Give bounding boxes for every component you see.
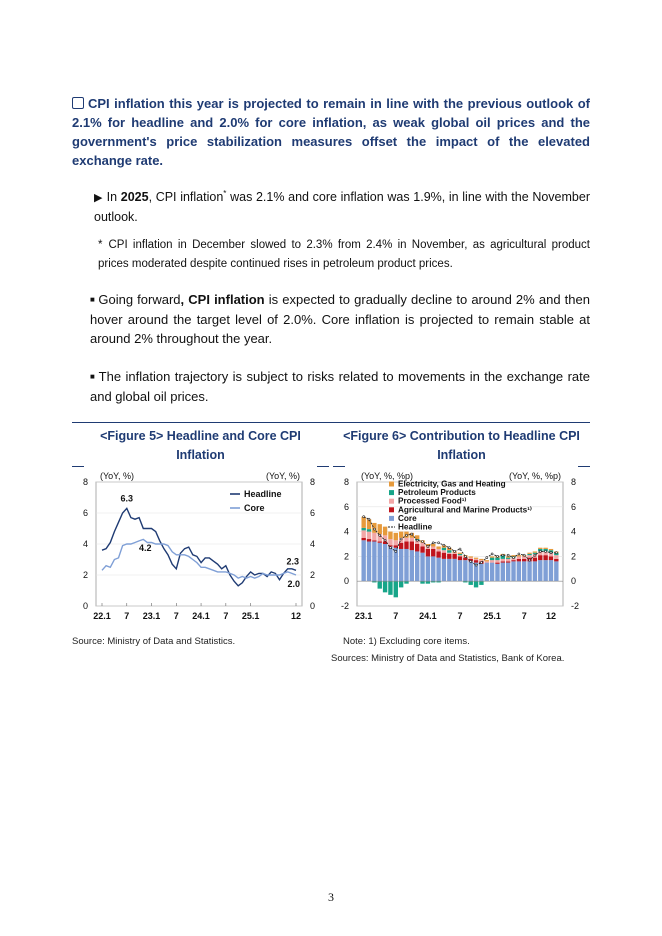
figure6-headline-point (475, 564, 477, 566)
figure6-bar-segment (506, 558, 510, 559)
figure5-source: Source: Ministry of Data and Statistics. (72, 636, 236, 647)
figure6-legend-item: Petroleum Products (398, 488, 476, 498)
figure6-bar-segment (436, 558, 440, 582)
figure6-x-tick-24.1: 24.1 (419, 611, 437, 621)
figure6-title-line2: Inflation (437, 448, 486, 462)
figure6-bar-segment (485, 563, 489, 582)
figure6-headline-point (518, 553, 520, 555)
figure6-headline-point (513, 557, 515, 559)
figure5-underline (72, 466, 84, 467)
figure6-bar-segment (388, 581, 392, 595)
figure6-bar-segment (367, 529, 371, 531)
figure6-headline-point (373, 528, 375, 530)
figure5-chart (72, 468, 330, 628)
figure6-bar-segment (479, 559, 483, 560)
figure6-bar-segment (554, 561, 558, 581)
figure5-x-tick-7: 7 (124, 611, 130, 621)
figure6-bar-segment (549, 560, 553, 581)
figure6-bar-segment (517, 561, 521, 581)
figure6-bar-segment (490, 563, 494, 582)
figure6-headline-point (368, 518, 370, 520)
figure6-headline-point (539, 550, 541, 552)
figure6-headline-point (470, 560, 472, 562)
figure6-title (333, 427, 590, 465)
figure6-headline-point (534, 554, 536, 556)
figure6-bar-segment (495, 563, 499, 564)
figure6-legend-swatch (389, 490, 394, 495)
figure6-left-tick-2: 2 (343, 551, 349, 562)
figure5-right-tick-2: 2 (310, 570, 316, 580)
figure6-bar-segment (469, 558, 473, 559)
figure6-x-tick-12: 12 (545, 611, 556, 621)
figure6-bar-segment (442, 548, 446, 550)
figure5-annotation-4.2: 4.2 (139, 542, 152, 553)
figure6-bar-segment (420, 553, 424, 582)
figure5-x-tick-7: 7 (173, 611, 179, 621)
figure6-headline-point (379, 534, 381, 536)
figure6-bar-segment (517, 559, 521, 561)
figure6-bar-segment (511, 560, 515, 561)
figure6-bar-segment (383, 544, 387, 581)
figure5-legend-core: Core (244, 503, 265, 513)
figure6-bar-segment (538, 548, 542, 549)
figure6-headline-point (438, 542, 440, 544)
figure6-underline (333, 466, 345, 467)
figure6-bar-segment (442, 553, 446, 559)
figure6-bar-segment (549, 549, 553, 550)
figure6-bar-segment (399, 549, 403, 581)
figure6-bar-segment (474, 559, 478, 560)
figure6-left-unit: (YoY, %, %p) (361, 471, 414, 481)
figure6-right-unit: (YoY, %, %p) (508, 471, 561, 481)
figure6-headline-point (384, 539, 386, 541)
figure6-bar-segment (447, 550, 451, 552)
figure6-bar-segment (383, 527, 387, 536)
figure6-headline-point (545, 550, 547, 552)
bullet-going-forward (90, 290, 590, 349)
figure5-title-line2: Inflation (176, 448, 225, 462)
figure6-bar-segment (458, 553, 462, 554)
figure6-bar-segment (495, 560, 499, 562)
figure5-left-tick-8: 8 (82, 477, 88, 487)
figure5-x-tick-25.1: 25.1 (241, 611, 260, 621)
figure6-left-tick--2: -2 (340, 601, 349, 611)
figure6-bar-segment (522, 559, 526, 561)
figure6-bar-segment (506, 561, 510, 562)
figure6-bar-segment (474, 581, 478, 587)
figure6-x-tick-25.1: 25.1 (483, 611, 501, 621)
figure6-bar-segment (527, 555, 531, 557)
figure6-bar-segment (517, 556, 521, 558)
figure6-bar-segment (543, 548, 547, 549)
figure6-bar-segment (383, 581, 387, 592)
figure6-bar-segment (436, 546, 440, 548)
figure6-bar-segment (452, 553, 456, 554)
figure6-bar-segment (458, 556, 462, 560)
figure6-bar-segment (420, 546, 424, 552)
figure6-bar-segment (452, 554, 456, 559)
figure6-right-tick-4: 4 (571, 526, 577, 537)
figure6-bar-segment (522, 561, 526, 581)
figure6-headline-point (486, 557, 488, 559)
figure6-bar-segment (511, 561, 515, 581)
figure6-bar-segment (426, 549, 430, 556)
figure6-x-tick-7: 7 (393, 611, 399, 621)
figure6-headline-point (529, 559, 531, 561)
figure6-bar-segment (501, 561, 505, 562)
figure6-bar-segment (399, 532, 403, 538)
figure6-headline-point (443, 544, 445, 546)
figure6-chart (333, 468, 591, 628)
figure6-bar-segment (511, 555, 515, 556)
figure5-title (72, 427, 329, 465)
figure5-right-unit: (YoY, %) (265, 471, 300, 481)
bullet1-pre: In (106, 190, 121, 205)
figure6-x-tick-23.1: 23.1 (354, 611, 373, 621)
figure6-bar-segment (495, 558, 499, 560)
figure5-annotation-6.3: 6.3 (120, 493, 134, 504)
figure6-bar-segment (415, 551, 419, 581)
figure6-bar-segment (452, 559, 456, 581)
figure6-bar-segment (447, 559, 451, 581)
figure6-bar-segment (367, 519, 371, 529)
figure6-bar-segment (372, 540, 376, 541)
figure6-bar-segment (538, 560, 542, 581)
bullet3-text: The inflation trajectory is subject to risks related to movements in the exchange rate and global oil prices. (90, 369, 590, 404)
figure6-bar-segment (495, 564, 499, 581)
figure6-right-tick-0: 0 (571, 576, 577, 587)
bullet2-post: is expected to gradually decline to around 2% and then hover around the target level of 2.0%. Core inflation is projected to remain stable at around 2% throughout the year. (90, 292, 590, 346)
figure6-bar-segment (367, 532, 371, 539)
figure6-bar-segment (431, 546, 435, 548)
figure6-bar-segment (431, 544, 435, 546)
figure5-annotation-2.3: 2.3 (286, 556, 299, 567)
figure6-headline-point (427, 546, 429, 548)
figure6-headline-point (400, 538, 402, 540)
figure6-legend-swatch (389, 482, 394, 487)
figure6-bar-segment (543, 555, 547, 560)
figure6-bar-segment (474, 560, 478, 562)
figure5-left-tick-2: 2 (82, 570, 88, 580)
figure6-bar-segment (431, 549, 435, 556)
figure6-bar-segment (469, 556, 473, 557)
figure5-right-tick-4: 4 (310, 539, 316, 549)
figure5-right-tick-8: 8 (310, 477, 316, 487)
figure6-bar-segment (404, 538, 408, 542)
figure5-right-tick-0: 0 (310, 601, 316, 611)
figure6-bar-segment (554, 555, 558, 559)
figure6-legend-item: Core (398, 513, 417, 523)
figure6-bar-segment (522, 556, 526, 558)
figure6-headline-point (497, 555, 499, 557)
figure6-bar-segment (501, 563, 505, 582)
figure6-left-tick-4: 4 (343, 526, 349, 537)
figure6-bar-segment (399, 581, 403, 587)
figure6-legend-item: Headline (398, 522, 433, 532)
figure6-bar-segment (469, 581, 473, 585)
figure6-title-line1: <Figure 6> Contribution to Headline CPI (343, 429, 580, 443)
figure6-bar-segment (367, 542, 371, 582)
figure6-bar-segment (479, 581, 483, 585)
figure6-bar-segment (458, 560, 462, 581)
figure6-bar-segment (431, 556, 435, 581)
figure6-right-tick-8: 8 (571, 477, 577, 487)
figure6-legend-swatch (389, 516, 394, 521)
figure6-bar-segment (404, 549, 408, 581)
figure6-bar-segment (361, 540, 365, 581)
figure5-left-tick-0: 0 (82, 601, 88, 611)
square-bullet-icon: ■ (90, 372, 96, 381)
checkbox-square-icon (72, 97, 84, 109)
figure6-legend-item: Processed Food¹⁾ (398, 496, 467, 506)
figure6-bar-segment (388, 539, 392, 545)
figure6-bar-segment (410, 550, 414, 581)
bullet1-footnote-mark: * (223, 189, 227, 198)
bullet1-year: 2025 (120, 190, 149, 205)
figure6-bar-segment (361, 517, 365, 528)
figure6-bar-segment (394, 548, 398, 581)
figure6-headline-point (464, 555, 466, 557)
figure6-bar-segment (533, 551, 537, 552)
figure6-bar-segment (458, 555, 462, 556)
figure5-left-tick-6: 6 (82, 508, 88, 518)
footnote-text: CPI inflation in December slowed to 2.3% from 2.4% in November, as agricultural product prices moderated despite continued rises in petroleum product prices. (98, 239, 590, 270)
figure5-underline-right (317, 466, 329, 467)
figure6-x-tick-7: 7 (521, 611, 527, 621)
figure6-bar-segment (506, 556, 510, 557)
figure6-bar-segment (394, 533, 398, 540)
figure6-bar-segment (372, 542, 376, 582)
bullet2-bold: , CPI inflation (180, 292, 265, 307)
figure6-bar-segment (426, 556, 430, 581)
figure6-headline-point (555, 552, 557, 554)
figure6-headline-point (448, 547, 450, 549)
figure6-note: Note: 1) Excluding core items. (343, 636, 470, 647)
figure6-legend-item: Agricultural and Marine Products¹⁾ (398, 505, 532, 515)
figure6-headline-point (550, 552, 552, 554)
figure6-bar-segment (527, 561, 531, 581)
figure6-bar-segment (436, 551, 440, 557)
figure6-bar-segment (378, 542, 382, 543)
figure6-headline-point (406, 534, 408, 536)
figure6-headline-point (507, 554, 509, 556)
figure6-bar-segment (533, 561, 537, 581)
figure6-bar-segment (399, 543, 403, 549)
figure6-bar-segment (394, 581, 398, 597)
figure6-headline-point (432, 542, 434, 544)
bullet-2025-inflation (94, 184, 590, 227)
figure6-bar-segment (361, 538, 365, 540)
figure6-bar-segment (463, 560, 467, 581)
figure6-right-tick-2: 2 (571, 551, 577, 562)
page-number: 3 (328, 890, 334, 904)
figure6-left-tick-0: 0 (343, 576, 349, 587)
figure6-bar-segment (447, 554, 451, 559)
figure6-bar-segment (458, 554, 462, 555)
figure6-bar-segment (538, 555, 542, 560)
figure6-x-tick-7: 7 (457, 611, 463, 621)
figure5-x-tick-22.1: 22.1 (93, 611, 111, 621)
figure6-underline-right (578, 466, 590, 467)
figure6-headline-point (389, 547, 391, 549)
figure6-bar-segment (426, 581, 430, 583)
figure6-bar-segment (372, 533, 376, 540)
figure6-bar-segment (501, 559, 505, 561)
figure6-bar-segment (549, 556, 553, 560)
figure6-headline-point (502, 554, 504, 556)
bullet2-pre: Going forward (98, 292, 181, 307)
figure6-bar-segment (361, 530, 365, 537)
figure6-bar-segment (378, 581, 382, 588)
figure6-headline-point (459, 548, 461, 550)
figure6-bar-segment (415, 535, 419, 539)
figure6-bar-segment (394, 540, 398, 545)
footnote-marker: * (98, 239, 103, 251)
figure6-bar-segment (485, 561, 489, 562)
figure6-bar-segment (517, 555, 521, 556)
figure6-bar-segment (378, 524, 382, 534)
bullet1-mid: , CPI inflation (148, 190, 224, 205)
figure6-bar-segment (436, 549, 440, 551)
figure6-bar-segment (404, 542, 408, 549)
figure6-bar-segment (388, 532, 392, 539)
figure6-bar-segment (378, 543, 382, 581)
figure6-bar-segment (527, 554, 531, 555)
figure6-headline-point (416, 539, 418, 541)
figure6-legend-item: Electricity, Gas and Heating (398, 479, 506, 489)
figure6-bar-segment (490, 560, 494, 562)
figure6-bar-segment (447, 553, 451, 554)
figure6-right-tick--2: -2 (571, 601, 580, 611)
figure5-x-tick-23.1: 23.1 (142, 611, 161, 621)
heading-text: CPI inflation this year is projected to remain in line with the previous outlook of 2.1% for headline and 2.0% for core inflation, as weak global oil prices and the government's price stabilization measures offset the impact of the elevated exchange rate. (72, 96, 590, 168)
figure6-headline-point (454, 550, 456, 552)
figure5-left-tick-4: 4 (82, 539, 88, 549)
figure6-headline-point (491, 553, 493, 555)
figure6-bar-segment (388, 546, 392, 581)
figure6-bar-segment (361, 528, 365, 530)
square-bullet-icon: ■ (90, 295, 96, 304)
figure6-bar-segment (442, 550, 446, 552)
figure6-bar-segment (490, 558, 494, 560)
figure6-bar-segment (410, 538, 414, 542)
figure6-bar-segment (554, 559, 558, 561)
figure6-headline-point (422, 541, 424, 543)
figure6-left-tick-6: 6 (343, 501, 349, 512)
figure5-x-tick-7: 7 (223, 611, 229, 621)
figure6-bar-segment (415, 544, 419, 551)
figure5-x-tick-12: 12 (290, 611, 302, 621)
figure5-left-unit: (YoY, %) (100, 471, 135, 481)
figure6-bar-segment (485, 560, 489, 561)
figure6-bar-segment (506, 559, 510, 561)
footnote-december (98, 236, 590, 274)
figure6-bar-segment (474, 558, 478, 559)
figure6-legend-swatch (389, 499, 394, 504)
figure5-annotation-2.0: 2.0 (287, 579, 300, 589)
figure6-bar-segment (442, 559, 446, 581)
figure6-bar-segment (367, 539, 371, 541)
bullet-risks (90, 367, 590, 406)
figure6-bar-segment (527, 553, 531, 554)
figure6-bar-segment (490, 556, 494, 557)
section-heading (72, 94, 590, 170)
figure6-right-tick-6: 6 (571, 501, 577, 512)
figure6-headline-point (363, 516, 365, 518)
figure6-bar-segment (404, 581, 408, 583)
figure6-headline-point (523, 554, 525, 556)
figure6-legend-swatch (389, 507, 394, 512)
figure6-headline-point (395, 550, 397, 552)
figure6-source: Sources: Ministry of Data and Statistics, Bank of Korea. (331, 653, 565, 664)
figure6-bar-segment (506, 563, 510, 582)
figure6-bar-segment (410, 542, 414, 551)
figure6-bar-segment (469, 561, 473, 581)
figure6-bar-segment (420, 581, 424, 583)
figure6-headline-point (480, 562, 482, 564)
bullet1-post: was 2.1% and core inflation was 1.9%, in line with the November outlook. (94, 190, 590, 225)
figure6-left-tick-8: 8 (343, 477, 349, 487)
figure6-bar-segment (479, 564, 483, 581)
figure5-right-tick-6: 6 (310, 508, 316, 518)
figure6-bar-segment (533, 558, 537, 562)
figure5-legend-headline: Headline (244, 489, 282, 499)
figure5-title-line1: <Figure 5> Headline and Core CPI (100, 429, 301, 443)
figure5-x-tick-24.1: 24.1 (192, 611, 210, 621)
figure6-bar-segment (543, 560, 547, 581)
figure-top-rule (72, 422, 590, 423)
figure6-headline-point (411, 533, 413, 535)
triangle-bullet-icon: ▶ (94, 192, 103, 205)
